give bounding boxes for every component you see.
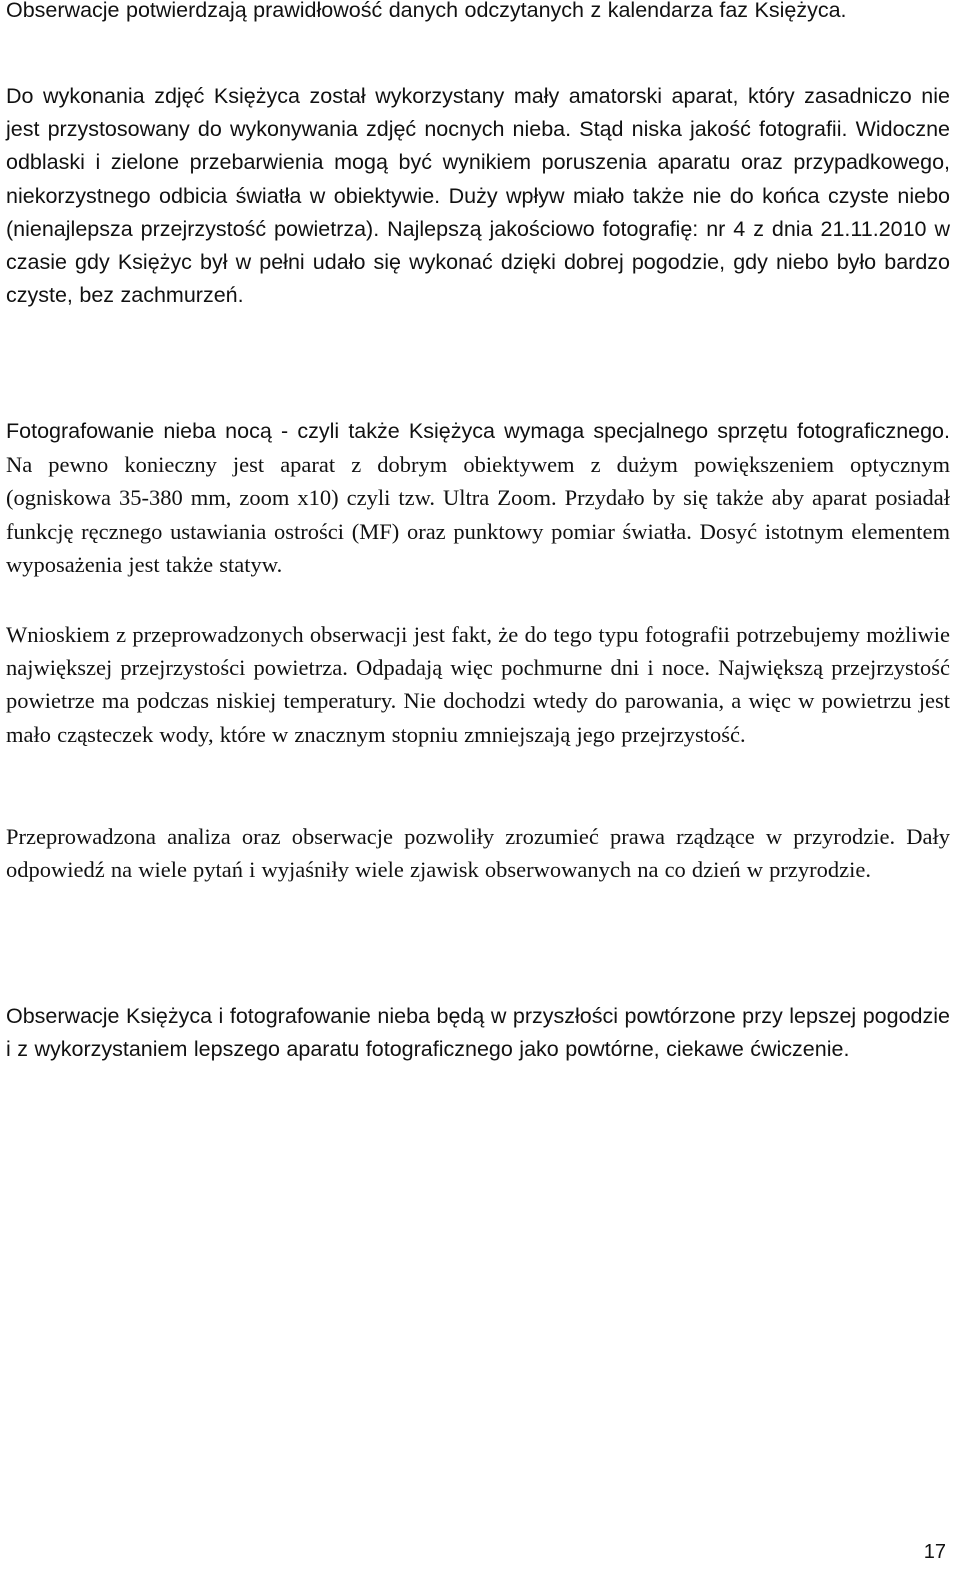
paragraph-text: Obserwacje potwierdzają prawidłowość danych odczytanych z kalendarza faz Księżyca. [6, 0, 847, 22]
paragraph-text: Do wykonania zdjęć Księżyca został wykorzystany mały amatorski aparat, który zasadniczo nie jest przystosowany do wykonywania zdjęć nocnych nieba. Stąd niska jakość fotografii. Widoczne odblaski i zielone przebarwienia mogą być wynikiem poruszenia aparatu oraz przypadkowego, niekorzystnego odbicia światła w obiektywie. Duży wpływ miało także nie do końca czyste niebo (nienajlepsza przejrzystość powietrza). Najlepszą jakościowo fotografię: nr 4 z dnia 21.11.2010 w czasie gdy Księżyc był w pełni udało się wykonać dzięki dobrej pogodzie, gdy niebo było bardzo czyste, bez zachmurzeń. [6, 84, 950, 308]
paragraph-camera-quality [6, 80, 950, 312]
paragraph-equipment [6, 414, 950, 581]
paragraph-conclusions [6, 618, 950, 751]
paragraph-observations-confirm [6, 0, 950, 27]
paragraph-text: Obserwacje Księżyca i fotografowanie nieba będą w przyszłości powtórzone przy lepszej pogodzie i z wykorzystaniem lepszego aparatu fotograficznego jako powtórne, ciekawe ćwiczenie. [6, 1004, 950, 1062]
page-number: 17 [923, 1541, 946, 1563]
paragraph-text: Wnioskiem z przeprowadzonych obserwacji jest fakt, że do tego typu fotografii potrzebujemy możliwie największej przejrzystości powietrza. Odpadają więc pochmurne dni i noce. Największą przejrzystość powietrze ma podczas niskiej temperatury. Nie dochodzi wtedy do parowania, a więc w powietrzu jest mało cząsteczek wody, które w znacznym stopniu zmniejszają jego przejrzystość. [6, 622, 950, 747]
paragraph-analysis [6, 820, 950, 886]
paragraph-text-sans: Fotografowanie nieba nocą - czyli także Księżyca wymaga specjalnego sprzętu fotograficznego. [6, 419, 950, 443]
paragraph-future-observations [6, 1000, 950, 1066]
paragraph-text-serif: Na pewno konieczny jest aparat z dobrym obiektywem z dużym powiększeniem optycznym (ogniskowa 35-380 mm, zoom x10) czyli tzw. Ultra Zoom. Przydało by się także aby aparat posiadał funkcję ręcznego ustawiania ostrości (MF) oraz punktowy pomiar światła. Dosyć istotnym elementem wyposażenia jest także statyw. [6, 452, 950, 577]
paragraph-text: Przeprowadzona analiza oraz obserwacje pozwoliły zrozumieć prawa rządzące w przyrodzie. Dały odpowiedź na wiele pytań i wyjaśniły wiele zjawisk obserwowanych na co dzień w przyrodzie. [6, 824, 950, 883]
